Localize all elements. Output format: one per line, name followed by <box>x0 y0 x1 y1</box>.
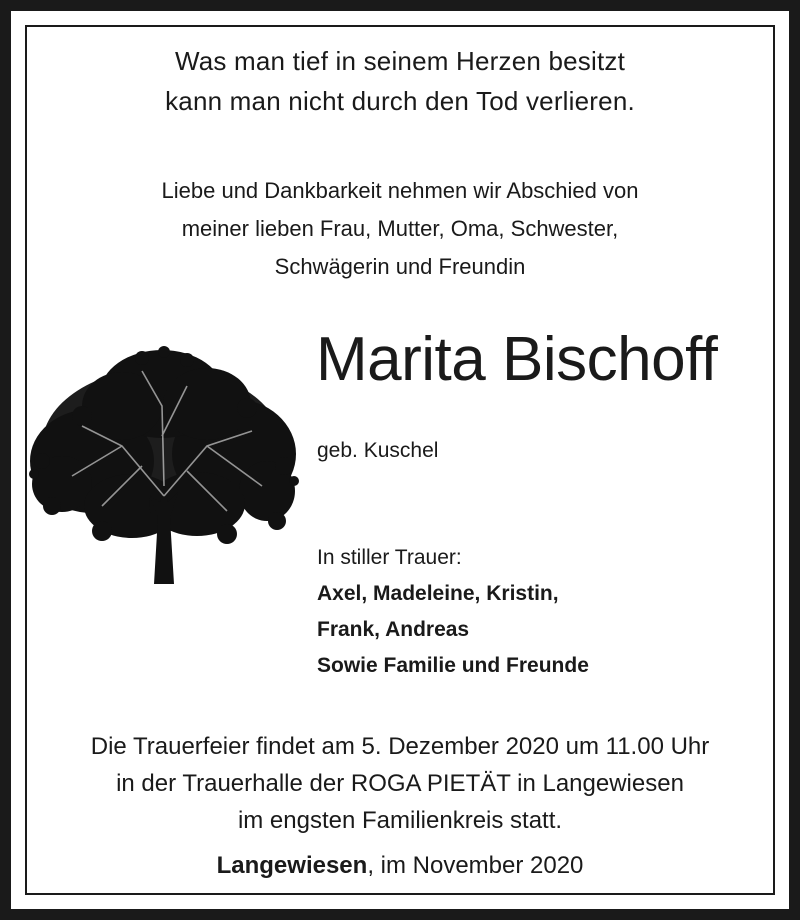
mourners-block <box>317 540 589 684</box>
intro-text <box>0 172 800 286</box>
service-line-3: im engsten Familienkreis statt. <box>237 807 563 834</box>
tree-icon <box>22 346 302 584</box>
mourners-label: In stiller Trauer: <box>317 546 462 569</box>
quote-line-1: Was man tief in seinem Herzen besitzt <box>174 46 626 76</box>
maiden-name: geb. Kuschel <box>317 439 439 462</box>
signoff-place: Langewiesen <box>216 852 368 879</box>
intro-line-1: Liebe und Dankbarkeit nehmen wir Abschied von <box>161 178 639 203</box>
intro-line-2: meiner lieben Frau, Mutter, Oma, Schwester, <box>181 216 619 241</box>
quote-line-2: kann man nicht durch den Tod verlieren. <box>165 86 635 116</box>
service-line-2: in der Trauerhalle der ROGA PIETÄT in Langewiesen <box>116 770 684 797</box>
mourners-line-2: Frank, Andreas <box>317 618 470 641</box>
mourners-line-3: Sowie Familie und Freunde <box>317 654 589 677</box>
signoff <box>0 848 800 884</box>
quote <box>0 41 800 121</box>
mourners-line-1: Axel, Madeleine, Kristin, <box>317 582 559 605</box>
intro-line-3: Schwägerin und Freundin <box>274 254 526 279</box>
service-info <box>0 728 800 839</box>
signoff-date: , im November 2020 <box>367 852 584 879</box>
service-line-1: Die Trauerfeier findet am 5. Dezember 2020 um 11.00 Uhr <box>90 733 710 760</box>
deceased-name: Marita Bischoff <box>316 325 718 394</box>
